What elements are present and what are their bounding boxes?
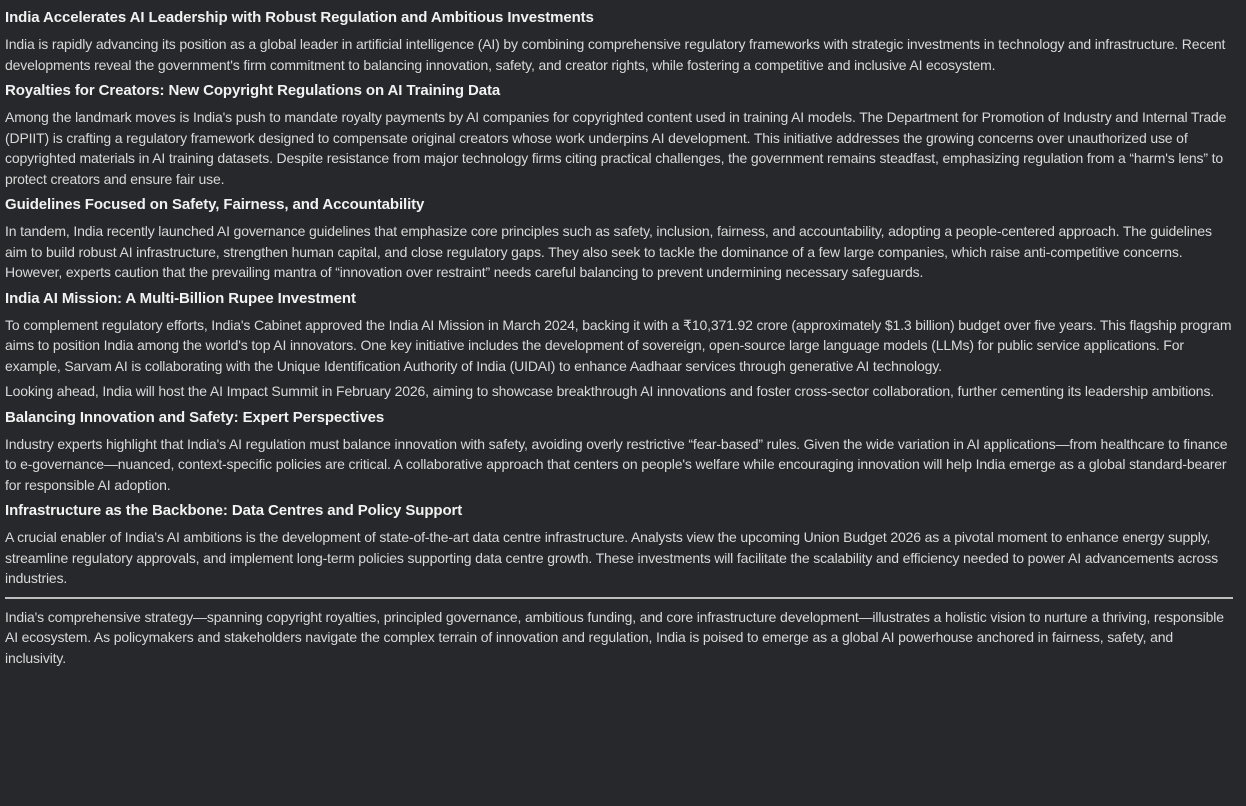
section-paragraph: Among the landmark moves is India's push to mandate royalty payments by AI companies for copyrighted content used in training AI models. The Department for Promotion of Industry and Internal Trade (DPIIT) is crafting a regulatory framework designed to compensate original creators whose work underpins AI development. This initiative addresses the growing concerns over unauthorized use of copyrighted materials in AI training datasets. Despite resistance from major technology firms citing practical challenges, the government remains steadfast, emphasizing regulation from a “harm's lens” to protect creators and ensure fair use. bbox=[5, 109, 1227, 187]
section-paragraph: In tandem, India recently launched AI governance guidelines that emphasize core principles such as safety, inclusion, fairness, and accountability, adopting a people-centered approach. The guidelines aim to build robust AI infrastructure, strengthen human capital, and close regulatory gaps. They also seek to tackle the dominance of a few large companies, which raise anti-competitive concerns. However, experts caution that the prevailing mantra of “innovation over restraint” needs careful balancing to prevent undermining necessary safeguards. bbox=[5, 223, 1212, 280]
section-heading: Infrastructure as the Backbone: Data Centres and Policy Support bbox=[5, 502, 463, 519]
section-heading: Royalties for Creators: New Copyright Regulations on AI Training Data bbox=[5, 82, 501, 99]
section-ai-mission bbox=[5, 289, 1233, 402]
article-intro: India is rapidly advancing its position as a global leader in artificial intelligence (AI) by combining comprehensive regulatory frameworks with strategic investments in technology and infrastructure. Recent developments reveal the government's firm commitment to balancing innovation, safety, and creator rights, while fostering a competitive and inclusive AI ecosystem. bbox=[5, 36, 1226, 73]
horizontal-divider bbox=[5, 597, 1233, 599]
section-guidelines bbox=[5, 195, 1233, 283]
section-heading: India AI Mission: A Multi-Billion Rupee Investment bbox=[5, 289, 356, 307]
article-conclusion: India's comprehensive strategy—spanning copyright royalties, principled governance, ambitious funding, and core infrastructure development—illustrates a holistic vision to nurture a thriving, responsible AI ecosystem. As policymakers and stakeholders navigate the complex terrain of innovation and regulation, India is poised to emerge as a global AI powerhouse anchored in fairness, safety, and inclusivity. bbox=[5, 608, 1224, 666]
section-royalties bbox=[5, 81, 1233, 189]
section-expert-perspectives bbox=[5, 408, 1233, 496]
section-infrastructure bbox=[5, 501, 1233, 589]
section-heading: Guidelines Focused on Safety, Fairness, and Accountability bbox=[5, 196, 425, 213]
section-paragraph: Looking ahead, India will host the AI Impact Summit in February 2026, aiming to showcase breakthrough AI innovations and foster cross-sector collaboration, further cementing its leadership ambitions. bbox=[5, 383, 1215, 399]
section-paragraph: A crucial enabler of India's AI ambitions is the development of state-of-the-art data centre infrastructure. Analysts view the upcoming Union Budget 2026 as a pivotal moment to enhance energy supply, streamline regulatory approvals, and implement long-term policies supporting data centre growth. These investments will facilitate the scalability and efficiency needed to power AI advancements across industries. bbox=[5, 529, 1219, 586]
section-heading: Balancing Innovation and Safety: Expert Perspectives bbox=[5, 408, 385, 426]
article-title: India Accelerates AI Leadership with Robust Regulation and Ambitious Investments bbox=[5, 9, 594, 26]
section-paragraph: Industry experts highlight that India's AI regulation must balance innovation with safety, avoiding overly restrictive “fear-based” rules. Given the wide variation in AI applications—from healthcare to finance to e-governance—nuanced, context-specific policies are critical. A collaborative approach that centers on people's welfare while encouraging innovation will help India emerge as a global standard-bearer for responsible AI adoption. bbox=[5, 435, 1228, 493]
section-paragraph: To complement regulatory efforts, India's Cabinet approved the India AI Mission in March 2024, backing it with a ₹10,371.92 crore (approximately $1.3 billion) budget over five years. This flagship program aims to position India among the world's top AI innovators. One key initiative includes the development of sovereign, open-source large language models (LLMs) for public service applications. For example, Sarvam AI is collaborating with the Unique Identification Authority of India (UIDAI) to enhance Aadhaar services through generative AI technology. bbox=[5, 316, 1232, 374]
